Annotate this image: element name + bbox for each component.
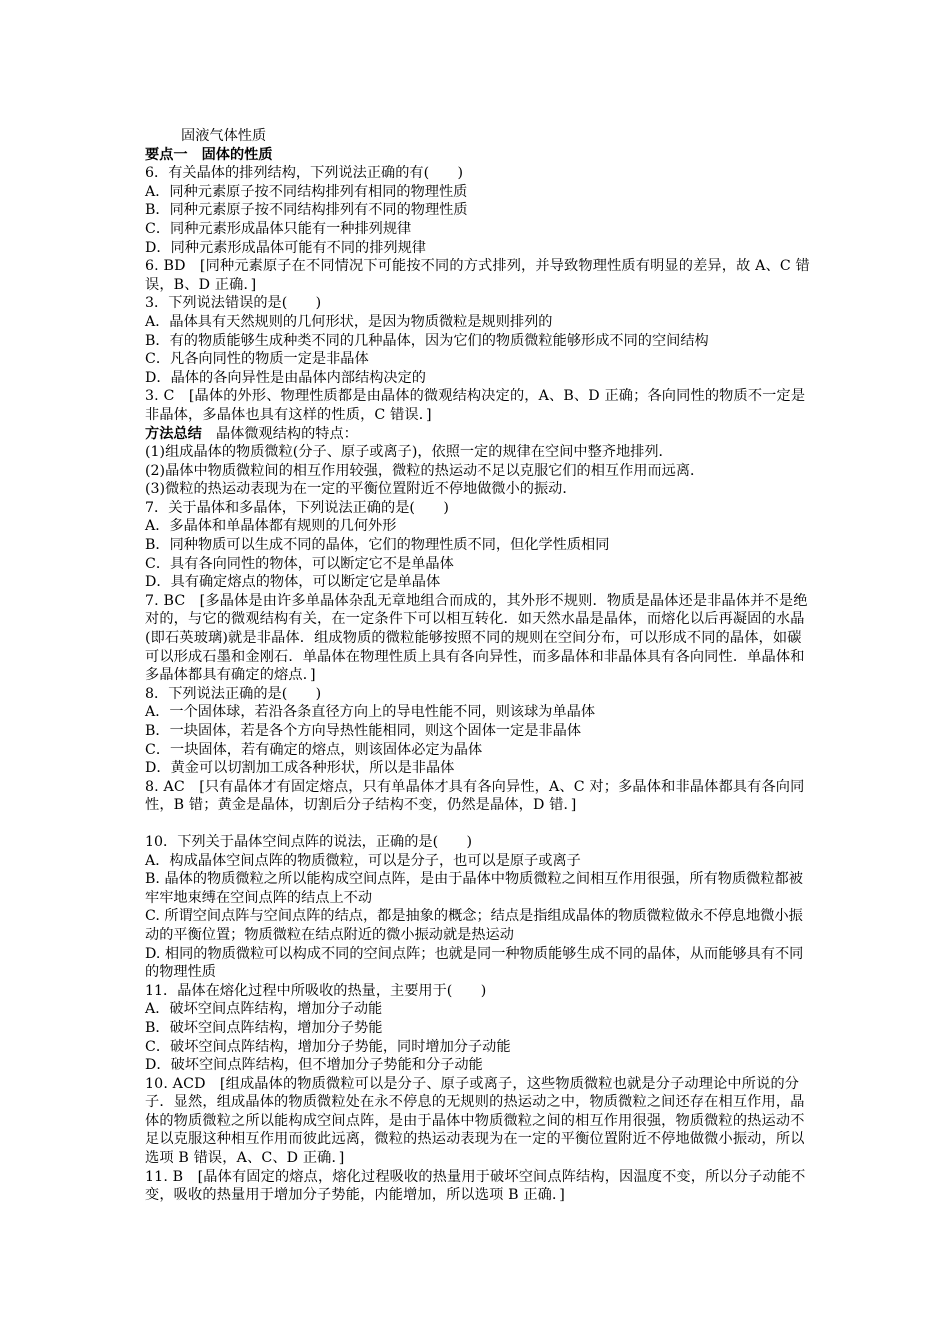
question-7-answer: 7. BC [多晶体是由许多单晶体杂乱无章地组合而成的，其外形不规则．物质是晶体还是非晶体并不是绝对的，与它的微观结构有关，在一定条件下可以相互转化．如天然水晶是晶体，而熔化以后再凝固的水晶(即石英玻璃)就是非晶体．组成物质的微粒能够按照不同的规则在空间分布，可以形成不同的晶体，如碳可以形成石墨和金刚石．单晶体在物理性质上具有各向异性，而多晶体和非晶体具有各向同性．单晶体和多晶体都具有确定的熔点．] (145, 592, 808, 684)
question-3-option-a: A．晶体具有天然规则的几何形状，是因为物质微粒是规则排列的 (145, 313, 553, 330)
question-10-option-c: C. 所谓空间点阵与空间点阵的结点，都是抽象的概念；结点是指组成晶体的物质微粒做永不停息地微小振动的平衡位置；物质微粒在结点附近的微小振动就是热运动 (145, 908, 803, 943)
method-point-2: (2)晶体中物质微粒间的相互作用较强，微粒的热运动不足以克服它们的相互作用而远离． (145, 462, 705, 479)
document-page (145, 127, 813, 1205)
method-summary (145, 425, 813, 444)
question-3-answer: 3. C [晶体的外形、物理性质都是由晶体的微观结构决定的，A、B、D 正确；各向同性的物质不一定是非晶体，多晶体也具有这样的性质，C 错误．] (145, 388, 806, 423)
question-11-answer: 11. B [晶体有固定的熔点，熔化过程吸收的热量用于破坏空间点阵结构，因温度不变，所以分子动能不变，吸收的热量用于增加分子势能，内能增加，所以选项 B 正确．] (145, 1168, 806, 1204)
method-summary-intro: 晶体微观结构的特点： (201, 425, 358, 442)
question-10-stem: 10．下列关于晶体空间点阵的说法，正确的是( ) (145, 833, 473, 850)
question-7-option-d: D．具有确定熔点的物体，可以断定它是单晶体 (145, 574, 441, 591)
question-3-option-d: D．晶体的各向异性是由晶体内部结构决定的 (145, 369, 426, 386)
question-6-option-c: C．同种元素形成晶体只能有一种排列规律 (145, 220, 412, 237)
question-11-option-d: D．破坏空间点阵结构，但不增加分子势能和分子动能 (145, 1057, 483, 1074)
question-8-option-a: A．一个固体球，若沿各条直径方向上的导电性能不同，则该球为单晶体 (145, 704, 596, 721)
spacer (145, 815, 813, 833)
question-6-answer: 6. BD [同种元素原子在不同情况下可能按不同的方式排列，并导致物理性质有明显的差异，故 A、C 错误，B、D 正确．] (145, 258, 810, 293)
question-8-answer: 8. AC [只有晶体才有固定熔点，只有单晶体才具有各向异性，A、C 对；多晶体和非晶体都具有各向同性，B 错；黄金是晶体，切割后分子结构不变，仍然是晶体，D 错．] (145, 778, 805, 814)
question-8-option-d: D．黄金可以切割加工成各种形状，所以是非晶体 (145, 760, 455, 777)
question-6-option-b: B．同种元素原子按不同结构排列有不同的物理性质 (145, 202, 468, 219)
question-11-option-a: A．破坏空间点阵结构，增加分子动能 (145, 1001, 383, 1018)
question-10-option-d: D. 相同的物质微粒可以构成不同的空间点阵；也就是同一种物质能够生成不同的晶体，从而能够具有不同的物理性质 (145, 945, 804, 981)
page-title: 固液气体性质 (181, 128, 267, 144)
question-8-option-c: C．一块固体，若有确定的熔点，则该固体必定为晶体 (145, 741, 483, 758)
question-10-option-a: A．构成晶体空间点阵的物质微粒，可以是分子，也可以是原子或离子 (145, 852, 581, 869)
question-3-stem: 3．下列说法错误的是( ) (145, 295, 322, 312)
question-6-option-d: D．同种元素形成晶体可能有不同的排列规律 (145, 239, 426, 256)
question-6-stem: 6．有关晶体的排列结构，下列说法正确的有( ) (145, 165, 464, 182)
method-point-3: (3)微粒的热运动表现为在一定的平衡位置附近不停地做微小的振动． (145, 481, 577, 498)
section-name: 固体的性质 (201, 146, 273, 163)
question-8-option-b: B．一块固体，若是各个方向导热性能相同，则这个固体一定是非晶体 (145, 723, 582, 739)
question-7-option-b: B．同种物质可以生成不同的晶体，它们的物理性质不同，但化学性质相同 (145, 537, 610, 554)
question-10-answer: 10. ACD [组成晶体的物质微粒可以是分子、原子或离子，这些物质微粒也就是分子动理论中所说的分子．显然，组成晶体的物质微粒处在永不停息的无规则的热运动之中，物质微粒之间还存在相互作用，晶体的物质微粒之所以能构成空间点阵，是由于晶体中物质微粒之间的相互作用很强，物质微粒的热运动不足以克服这种相互作用而彼此远离，微粒的热运动表现为在一定的平衡位置附近不停地做微小振动，所以选项 B 错误，A、C、D 正确．] (145, 1075, 805, 1167)
question-7-option-c: C．具有各向同性的物体，可以断定它不是单晶体 (145, 555, 454, 572)
question-3-option-c: C．凡各向同性的物质一定是非晶体 (145, 351, 369, 368)
question-7-option-a: A．多晶体和单晶体都有规则的几何外形 (145, 518, 397, 535)
question-10-option-b: B. 晶体的物质微粒之所以能构成空间点阵，是由于晶体中物质微粒之间相互作用很强，所有物质微粒都被牢牢地束缚在空间点阵的结点上不动 (145, 871, 803, 906)
question-11-option-c: C．破坏空间点阵结构，增加分子势能，同时增加分子动能 (145, 1038, 511, 1055)
question-11-stem: 11．晶体在熔化过程中所吸收的热量，主要用于( ) (145, 982, 487, 999)
question-6-option-a: A．同种元素原子按不同结构排列有相同的物理性质 (145, 183, 468, 200)
section-heading (145, 146, 813, 165)
section-prefix: 要点一 (145, 146, 188, 163)
question-7-stem: 7．关于晶体和多晶体，下列说法正确的是( ) (145, 499, 449, 516)
question-8-stem: 8．下列说法正确的是( ) (145, 685, 322, 702)
question-11-option-b: B．破坏空间点阵结构，增加分子势能 (145, 1019, 383, 1036)
question-3-option-b: B．有的物质能够生成种类不同的几种晶体，因为它们的物质微粒能够形成不同的空间结构 (145, 332, 709, 349)
method-point-1: (1)组成晶体的物质微粒(分子、原子或离子)，依照一定的规律在空间中整齐地排列． (145, 444, 673, 461)
method-summary-label: 方法总结 (145, 425, 202, 442)
